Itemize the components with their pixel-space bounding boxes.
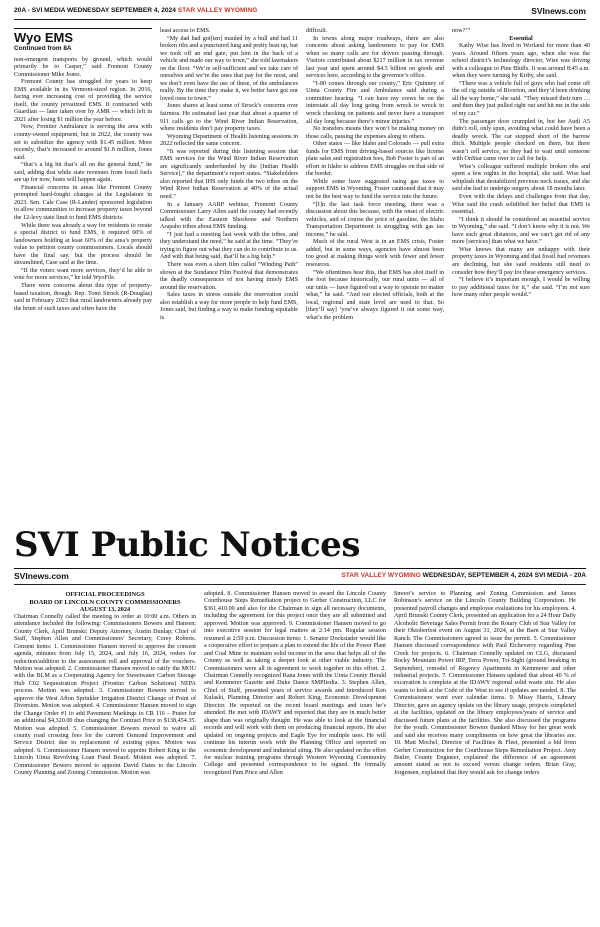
notice-text: adopted. 8. Commissioner Hansen moved to award the Lincoln County Courthouse Steps Remediation project to Gerber Construction, LLC for $361,410.00 and also for the Chairman to sign all necessary documents, including the agreement for this project once they are all submitted and approved. Motion was approved. 9. Commissioner Hansen moved to go into executive session for legal matters at 2:14 pm. Regular session resumed at 2:59 p.m. Discussion items: 1. Senator Dockstader would like a cooperative effort to prepare a plan to extend the life of the Power Plant and Coal Mine to maintain solid income in the area that helps all of the County as well as taking a deeper look at other viable industry. The Commissioners were all in agreement to work together in this effort. 2. Chairman Connelly recognized Rana Jones with the Uinta County Herald and Kemmerer Gazette and Duke Dance SMPIiedia. 3. Stephen Allen, Chief of Staff, presented years of service awards and introduced Ken Kulaski, Planning Director and Robert King, Economic Development Director. He reported on the recent board meetings and tours he’s attended. He met with IDAWY and reported that they are in much better shape than was originally thought. He was able to look at the financial records and will work with them on producing financial reports. He also updated on ongoing projects and Eagle Eye for multiple uses. He will continue his interim work with the Planning Office and reported on economic development and industrial siting. He also updated on the effort for nuclear training programs through Western Wyoming Community College and presented correspondence to be signed. He formally recognized Pam Price and Allen xyxy=(204,591,386,776)
public-notices-body xyxy=(14,591,586,921)
notices-site[interactable]: SVInews.com xyxy=(14,571,69,581)
notices-bar-right xyxy=(341,572,586,579)
paragraph: Much of the rural West is in an EMS crisis, Foster added, but in some ways, agencies have almost been too good at making things work with fewer and fewer resources. xyxy=(306,239,444,268)
paragraph: “I-80 comes through our county,” Eric Quinney of Uinta County Fire and Ambulance said during a committee hearing. “I can have my crews be on the interstate all day long going from wreck to wreck to wreck checking on patients and never have a transport all day long because there’s minor injuries.” xyxy=(306,80,444,125)
paragraph: “There was a vehicle full of guys who had come off the oil rig outside of Riverton, and they’d been drinking all the way home,” she said. “They missed their turn … and then they just pulled right out and hit me in the side of my car.” xyxy=(452,80,590,118)
paragraph: non-emergent transports by ground, which would primarily be to Casper,” said Fremont County Commissioner Mike Jones. xyxy=(14,56,152,78)
notice-text: Chairman Connelly called the meeting to order at 10:00 a.m. Others in attendance included the following: Commissioners Bowers and Hansen; County Clerk, April Brunski; Deputy Attorney, Austin Dunlap; Chief of Staff, Stephen Allen and Commissioners’ Secretary, Corey Roberts. Consent items: 1. Commissioner Hansen moved to approve the consent agenda, minutes from July 15, 2024, and July 16, 2024, orders for reduction/addition to the assessment roll and approval of the vouchers. Motion was adopted. 2. Commissioner Hansen moved to ratify the MOU with the BLM as a Cooperating Agency for Sweetwater Carbon Storage Hub C02 Sequestration Project (Frontier Carbon Solutions) NEPA process. Motion was adopted. 3. Commissioner Bowers moved to approve the West Afton Sprinkler Irrigation District Change of Point of Diversion. Motion was adopted. 4. Commissioner Hansen moved to sign the Change Order #1 to add Pavement Markings to CR 116 – Prater for an additional $4,320.00 thus changing the Contract Price to $138,454.35. Motion was adopted. 5. Commissioner Bowers moved to waive all county road crossing fees for the current Osmond Improvement and Service District due to replacement of existing pipes. Motion was adopted. 6. Commissioner Hansen moved to appoint Robert King to the Lincoln Uinta Revolving Loan Fund Board. Motion was adopted. 7. Commissioner Bowers moved to appoint David Oates to the Lincoln County Planning and Zoning Commission. Motion was xyxy=(14,613,196,777)
story-column-2 xyxy=(160,28,298,322)
public-notices-masthead: SVI Public Notices xyxy=(14,525,360,565)
paragraph: Even with the delays and challenges from that day, Wise said the crash solidified her belief that EMS is essential. xyxy=(452,194,590,216)
paragraph: “We oftentimes hear this, that EMS has shot itself in the foot because historically, our rural units — all of our units — have figured out a way to operate no matter what,” he said. “And our elected officials, both at the local, regional and state level are used to that. So [they’ll say] ‘you’ve always figured it out some way, what’s the problem xyxy=(306,269,444,321)
notices-section: SVI MEDIA - 20A xyxy=(534,572,586,579)
notices-paper: STAR VALLEY WYOMING xyxy=(341,572,421,579)
masthead-rule xyxy=(14,568,586,569)
notice-title xyxy=(14,591,196,614)
paragraph: “[I]n the last task force meeting, there was a discussion about this because, with the onset of electric vehicles, and of course the price of gasoline, the Idaho Transportation Department is struggling with gas tax income,” he said. xyxy=(306,201,444,238)
header-left xyxy=(14,7,257,14)
paragraph: Financial concerns in areas like Fremont County prompted hard-fought changes at the Legislature in 2023. Sen. Cale Case (R-Lander) sponsored legislation to allow communities to increase property taxes beyond the 12-levy state limit to fund EMS districts. xyxy=(14,184,152,222)
notice-column-2 xyxy=(204,591,386,777)
paragraph: While there was already a way for residents to create a special district to fund EMS, it required 60% of landowners holding at least 60% of the area’s property value to petition county commissioners. Locals should have the final say, but the process should be streamlined, Case said at the time. xyxy=(14,222,152,267)
header-site[interactable]: SVInews.com xyxy=(531,6,586,16)
paragraph: Other states — like Idaho and Colorado — pull extra funds for EMS from driving-based sources like license plate sales and registration fees, Bob Foster is part of an effort in Idaho to address EMS struggles on that side of the border. xyxy=(306,141,444,178)
paragraph: “I believe it’s important enough, I would be willing to pay additional taxes for it,” she said. “I’m not sure how many other people would.” xyxy=(452,277,590,299)
paragraph: In towns along major roadways, there are also concerns about asking landowners to pay for EMS when so many calls are for drivers passing through. Visitors contributed about $217 million in tax revenue last year and spent around $4.5 billion on goods and services here, according to the governor’s office. xyxy=(306,35,444,80)
headline-rule xyxy=(14,28,152,29)
public-notices-bar xyxy=(14,571,586,583)
paragraph: “It was reported during this listening session that EMS services for the Wind River Indian Reservation are significantly underfunded by the [Indian Health Service],” the department’s report states. “Stakeholders also reported that IHS only funds the two tribes on the Wind River Indian Reservation at 40% of the actual need.” xyxy=(160,148,298,201)
paragraph: Wise knows that many are unhappy with their property taxes in Wyoming and that fossil fuel revenues are declining, but she said residents still need to consider how they’ll pay for these emergency services. xyxy=(452,246,590,276)
paragraph: Fremont County has struggled for years to keep EMS available in its Vermont-sized region. In 2016, facing ever increasing cost of providing the service itself, the county privatized EMS. It contracted with Guardian — later taken over by AMR — which left in 2021 after losing $1 million the year before. xyxy=(14,79,152,123)
news-story xyxy=(14,28,590,458)
paragraph: “I think it should be considered an essential service in Wyoming,” she said. “I don’t know why it is not. We have such great distances, and we can’t get rid of any more [services] than what we have.” xyxy=(452,216,590,246)
paragraph: The passenger door crumpled in, but her Audi A5 didn’t roll, only spun, avoiding what could have been a deadly wreck. The car stopped short of the barrow ditch. Multiple people checked on them, but there wasn’t cell service, so they had to wait until someone with OnStar came over to call for help. xyxy=(452,118,590,163)
header-section: 20A - SVI MEDIA xyxy=(14,7,66,14)
paragraph: difficult. xyxy=(306,28,328,34)
paragraph: There was even a short film called “Winding Path” shown at the Sundance Film Festival that demonstrates the deadly consequences of not having timely EMS around the reservation. xyxy=(160,261,298,291)
page-header xyxy=(14,6,586,20)
notice-title-line-2: BOARD OF LINCOLN COUNTY COMMISSIONERS xyxy=(29,598,181,606)
story-column-4 xyxy=(452,28,590,300)
continued-label: Continued from 8A xyxy=(14,45,72,52)
paragraph: Wise’s colleague suffered multiple broken ribs and spent a few nights in the hospital, she said. Wise had whiplash that destabilized previous neck issues, and she said she had to undergo surgery about 18 months later. xyxy=(452,163,590,193)
paragraph: There were concerns about this type of property-based taxation, though. Rep. Tomi Strock (R-Douglas) said in February 2023 that rural landowners already pay the brunt of such taxes and often have the xyxy=(14,282,152,312)
notices-date: WEDNESDAY, SEPTEMBER 4, 2024 xyxy=(422,572,533,579)
section-subhead: Essential xyxy=(509,35,533,42)
paragraph: While some have suggested using gas taxes to support EMS in Wyoming, Foster cautioned that it may not be the best way to fund the service into the future. xyxy=(306,178,444,201)
paragraph: Kathy Wise has lived in Worland for more than 40 years. Around fifteen years ago, when she was the school district’s technology director, Wise was driving with a colleague to Pine Bluffs. It was around 8:45 a.m. when they were turning by Kirby, she said. xyxy=(452,43,590,80)
notice-column-3 xyxy=(394,591,576,777)
notice-title-line-3: AUGUST 13, 2024 xyxy=(79,606,131,614)
header-date: WEDNESDAY SEPTEMBER 4, 2024 xyxy=(67,7,176,14)
paragraph: “that’s a big hit that’s all on the general fund,” he said, adding that while state revenues from fossil fuels are up for now, busts will happen again. xyxy=(14,162,152,184)
paragraph: Now, Frontier Ambulance is serving the area with county-owned equipment, but in 2022, the county was set to subsidize the agency with $1.45 million. More recently, that’s increased to around $1.8 million, Jones said. xyxy=(14,124,152,161)
notice-column-1 xyxy=(14,591,196,778)
notice-text: Smoot’s service to Planning and Zoning Commission and James Robinson’s service on the Lincoln County Building Corporation. He presented payroll changes and employee evaluations for his employees. 4. April Brunski County Clerk, presented an application for a 24 Hour Daily Alcoholic Beverage Sales Permit from the Rotary Club of Star Valley for their Oktoberfest event on August 31, 2024, at the Barn at Star Valley Ranch. The Commissioners agreed to issue the permit. 5. Commissioner Hansen discussed correspondence with Paul Etcheverry regarding Pine Creek for projects. 6. Chairman Connelly updated on CLG, discussed Rocky Mountain Power IRP, Terra Power, Tri-Sight (ground breaking in September), remodel of Regency Apartments in Kemmerer and other industrial projects. 7. Commissioner Hansen updated that about 40 % of excavation is complete at the IDAWY regional solid waste site. He also wants to look at the Code of the West to see if updates are needed. 8. The Commissioners went over calendar items. 9. Missy Harris, Library Director, gave an agency update on the library usage, projects completed at the facilities, updated on the library employees/years of service and discussed future plans at the facilities. She also discussed the programs for the youth. Commissioner Bowers thanked Missy for her great work and said she receives many compliments on how great the libraries are. 10. Matt Mochel, Director of Facilities & Fleet, presented a bid from Gerber Construction for the Courthouse Steps Remediation Project. Amy Butler, County Engineer, explained the difference of an agreement amount stated as not to exceed versus change orders. Brian Gray, Jorgensen, explained that they would ask for change orders xyxy=(394,591,576,776)
paragraph: In a January AARP webinar, Fremont County Commissioner Larry Allen said the county had recently talked with the Eastern Shoshone and Northern Arapaho tribes about EMS funding. xyxy=(160,201,298,231)
paragraph: “My dad had got[ten] mauled by a bull and had 11 broken ribs and a punctured lung and pretty beat up, but we took off an end gate, put him in the back of a vehicle and made our way to town,” she told lawmakers on the floor. “We’re self-sufficient and we take care of ourselves and we’re the ones that pay for the most, and we don’t even have the use of these, of the ambulances really. By the time they make it, we better have got our loved ones to town.” xyxy=(160,35,298,102)
paragraph: now?’” xyxy=(452,28,471,34)
paragraph: Wyoming Department of Health listening sessions in 2022 reflected the same concern. xyxy=(160,133,298,148)
bar-rule xyxy=(14,584,586,585)
paragraph: Jones shares at least some of Strock’s concerns over fairness. He estimated last year that about a quarter of 911 calls go to the Wind River Indian Reservation, where residents don’t pay property taxes. xyxy=(160,103,298,133)
header-paper: STAR VALLEY WYOMING xyxy=(177,7,258,14)
story-column-1 xyxy=(14,28,152,313)
paragraph: least access to EMS. xyxy=(160,28,211,34)
notice-title-line-1: OFFICIAL PROCEEDINGS xyxy=(65,591,145,598)
story-column-3 xyxy=(306,28,444,322)
paragraph: “I just had a meeting last week with the tribes, and they understand the need,” he said at the time. “They’re trying to figure out what they can do to contribute to us. And with that being said, that’ll be a big help.” xyxy=(160,231,298,261)
paragraph: “If the voters want more services, they’d be able to vote for more services,” he told WyoFile. xyxy=(14,267,152,282)
paragraph: Sales taxes in stores outside the reservation could also establish a way for more people to help fund EMS, Jones said, but finding a way to make funding equitable is xyxy=(160,292,298,321)
paragraph: No transfers means they won’t be making money on those calls, passing the expenses along to others. xyxy=(306,126,444,140)
story-headline: Wyo EMS xyxy=(14,30,73,45)
